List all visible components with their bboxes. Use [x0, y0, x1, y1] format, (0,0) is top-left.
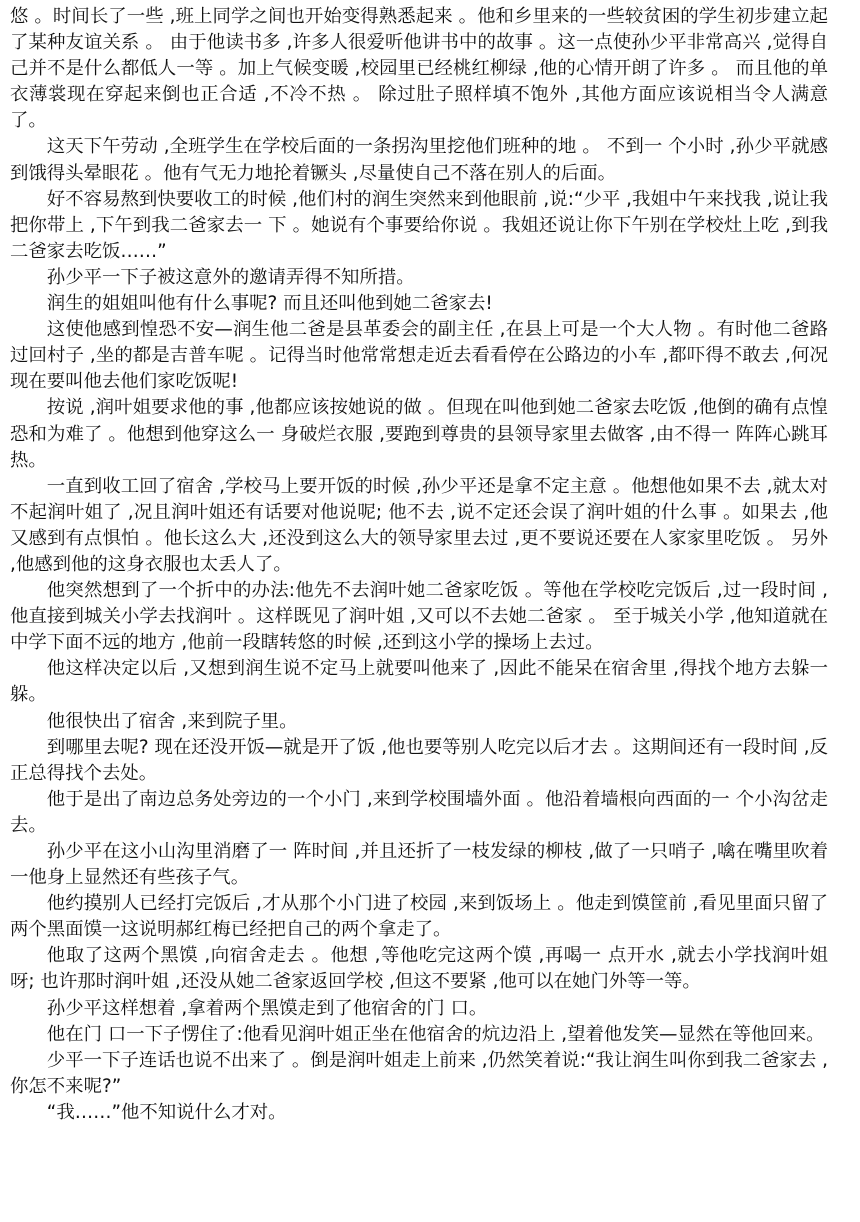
- document-body: [10, 4, 828, 1126]
- paragraph-8: 一直到收工回了宿舍 ,学校马上要开饭的时候 ,孙少平还是拿不定主意 。他想他如果不去 ,就太对不起润叶姐了 ,况且润叶姐还有话要对他说呢; 他不去 ,说不定还会误了润叶姐的什么事 。如果去 ,他又感到有点惧怕 。他长这么大 ,还没到这么大的领导家里去过 ,更不要说还要在人家家里吃饭 。 另外 ,他感到他的这身衣服也太丢人了。: [10, 475, 828, 575]
- paragraph-12: 到哪里去呢? 现在还没开饭—就是开了饭 ,他也要等别人吃完以后才去 。这期间还有一段时间 ,反正总得找个去处。: [10, 736, 828, 784]
- paragraph-20: “我……”他不知说什么才对。: [46, 1101, 287, 1123]
- paragraph-2: 这天下午劳动 ,全班学生在学校后面的一条拐沟里挖他们班种的地 。 不到一 个小时 ,孙少平就感到饿得头晕眼花 。他有气无力地抡着镢头 ,尽量使自己不落在别人的后面。: [10, 136, 828, 184]
- paragraph-1: 悠 。时间长了一些 ,班上同学之间也开始变得熟悉起来 。他和乡里来的一些较贫困的学生初步建立起了某种友谊关系 。 由于他读书多 ,许多人很爱听他讲书中的故事 。这一点使孙少平非常高兴 ,觉得自己并不是什么都低人一等 。加上气候变暖 ,校园里已经桃红柳绿 ,他的心情开朗了许多 。 而且他的单衣薄裳现在穿起来倒也正合适 ,不冷不热 。 除过肚子照样填不饱外 ,其他方面应该说相当令人满意了。: [10, 6, 828, 132]
- paragraph-7: 按说 ,润叶姐要求他的事 ,他都应该按她说的做 。但现在叫他到她二爸家去吃饭 ,他倒的确有点惶恐和为难了 。他想到他穿这么一 身破烂衣服 ,要跑到尊贵的县领导家里去做客 ,由不得一 阵阵心跳耳热。: [10, 397, 828, 471]
- paragraph-13: 他于是出了南边总务处旁边的一个小门 ,来到学校围墙外面 。他沿着墙根向西面的一 个小沟岔走去。: [10, 788, 828, 836]
- paragraph-4: 孙少平一下子被这意外的邀请弄得不知所措。: [46, 266, 415, 288]
- paragraph-15: 他约摸别人已经打完饭后 ,才从那个小门进了校园 ,来到饭场上 。他走到馍筐前 ,看见里面只留了两个黑面馍一这说明郝红梅已经把自己的两个拿走了。: [10, 893, 828, 941]
- paragraph-18: 他在门 口一下子愣住了:他看见润叶姐正坐在他宿舍的炕边沿上 ,望着他发笑—显然在等他回来。: [46, 1023, 825, 1045]
- paragraph-14: 孙少平在这小山沟里消磨了一 阵时间 ,并且还折了一枝发绿的柳枝 ,做了一只哨子 ,噙在嘴里吹着一他身上显然还有些孩子气。: [10, 841, 828, 889]
- paragraph-17: 孙少平这样想着 ,拿着两个黑馍走到了他宿舍的门 口。: [46, 997, 488, 1019]
- paragraph-6: 这使他感到惶恐不安—润生他二爸是县革委会的副主任 ,在县上可是一个大人物 。有时他二爸路过回村子 ,坐的都是吉普车呢 。记得当时他常常想走近去看看停在公路边的小车 ,都吓得不敢去 ,何况现在要叫他去他们家吃饭呢!: [10, 319, 828, 393]
- paragraph-3: 好不容易熬到快要收工的时候 ,他们村的润生突然来到他眼前 ,说:“少平 ,我姐中午来找我 ,说让我把你带上 ,下午到我二爸家去一 下 。她说有个事要给你说 。我姐还说让你下午别在学校灶上吃 ,到我二爸家去吃饭……”: [10, 188, 828, 262]
- paragraph-16: 他取了这两个黑馍 ,向宿舍走去 。他想 ,等他吃完这两个馍 ,再喝一 点开水 ,就去小学找润叶姐呀; 也许那时润叶姐 ,还没从她二爸家返回学校 ,但这不要紧 ,他可以在她门外等一等。: [10, 945, 828, 993]
- paragraph-5: 润生的姐姐叫他有什么事呢? 而且还叫他到她二爸家去!: [46, 293, 493, 315]
- paragraph-19: 少平一下子连话也说不出来了 。倒是润叶姐走上前来 ,仍然笑着说:“我让润生叫你到我二爸家去 ,你怎不来呢?”: [10, 1049, 828, 1097]
- paragraph-10: 他这样决定以后 ,又想到润生说不定马上就要叫他来了 ,因此不能呆在宿舍里 ,得找个地方去躲一躲。: [10, 658, 828, 706]
- paragraph-11: 他很快出了宿舍 ,来到院子里。: [46, 710, 298, 732]
- paragraph-9: 他突然想到了一个折中的办法:他先不去润叶她二爸家吃饭 。等他在学校吃完饭后 ,过一段时间 ,他直接到城关小学去找润叶 。这样既见了润叶姐 ,又可以不去她二爸家 。 至于城关小学 ,他知道就在中学下面不远的地方 ,他前一段瞎转悠的时候 ,还到这小学的操场上去过。: [10, 580, 828, 654]
